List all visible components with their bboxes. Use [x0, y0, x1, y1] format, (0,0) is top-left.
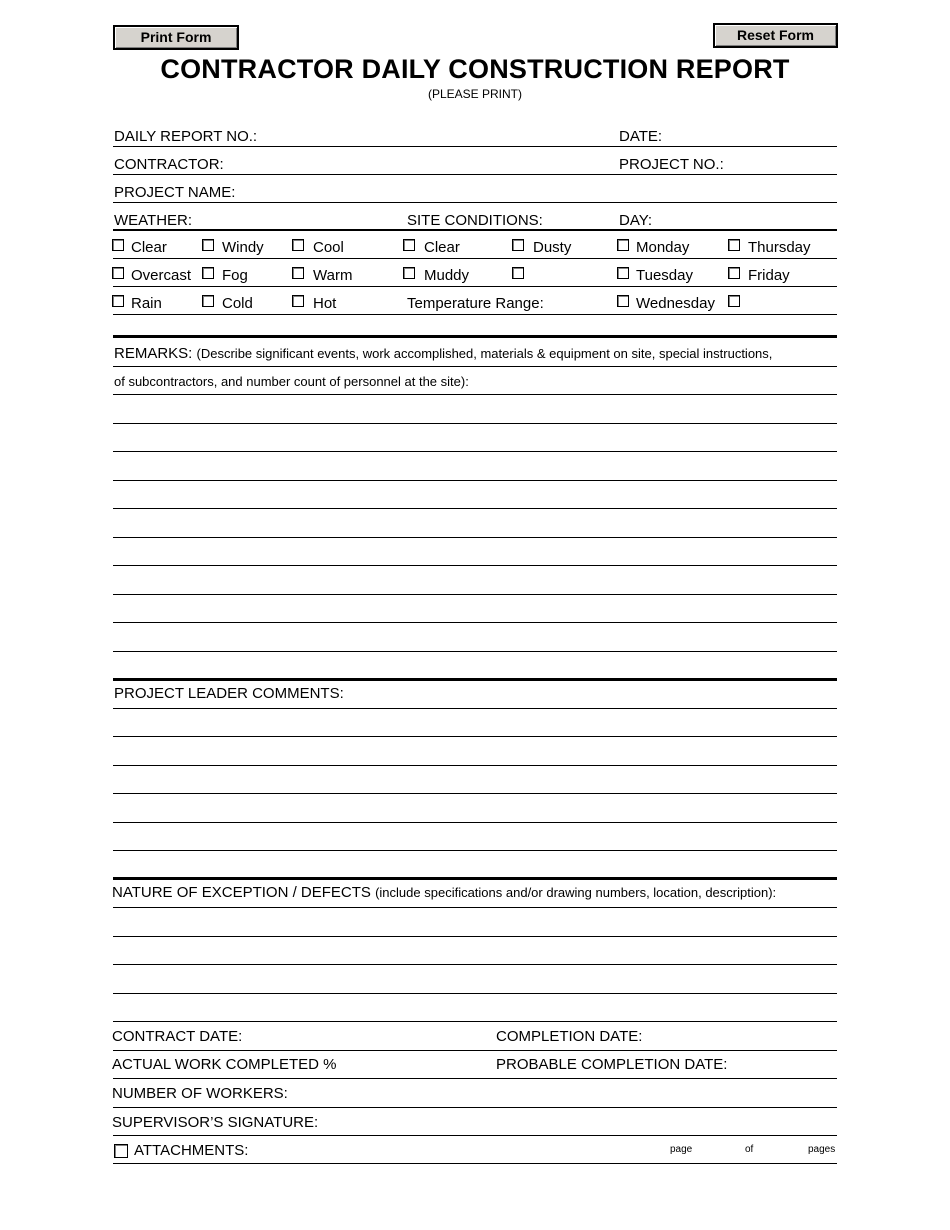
site-muddy-checkbox[interactable] [403, 267, 415, 279]
number-of-workers-label: NUMBER OF WORKERS: [112, 1085, 288, 1102]
actual-work-completed-label: ACTUAL WORK COMPLETED % [112, 1056, 337, 1073]
row-divider [113, 286, 837, 287]
day-wednesday-label: Wednesday [636, 295, 715, 312]
reset-form-button[interactable]: Reset Form [713, 23, 838, 48]
attachments-checkbox[interactable] [114, 1144, 128, 1158]
day-tuesday-label: Tuesday [636, 267, 693, 284]
exceptions-line[interactable] [113, 907, 837, 908]
day-friday-label: Friday [748, 267, 790, 284]
attachments-label: ATTACHMENTS: [134, 1142, 249, 1159]
actual-work-completed-field[interactable] [113, 1078, 837, 1079]
day-thursday-label: Thursday [748, 239, 811, 256]
weather-overcast-checkbox[interactable] [112, 267, 124, 279]
remarks-description: (Describe significant events, work accomplished, materials & equipment on site, special instructions, [196, 346, 773, 361]
weather-label: WEATHER: [114, 212, 193, 229]
page-title: CONTRACTOR DAILY CONSTRUCTION REPORT [160, 54, 790, 84]
site-muddy-label: Muddy [424, 267, 470, 284]
remarks-line[interactable] [113, 565, 837, 566]
exceptions-line[interactable] [113, 1021, 837, 1022]
site-other-checkbox[interactable] [512, 267, 524, 279]
page-subtitle: (PLEASE PRINT) [427, 87, 523, 101]
row-divider [113, 258, 837, 259]
comments-line[interactable] [113, 765, 837, 766]
page-label: page [670, 1144, 693, 1155]
weather-cool-checkbox[interactable] [292, 239, 304, 251]
comments-line[interactable] [113, 850, 837, 851]
remarks-title: REMARKS: [114, 345, 193, 362]
pages-label: pages [808, 1144, 836, 1155]
weather-rain-label: Rain [131, 295, 162, 312]
supervisor-signature-label: SUPERVISOR’S SIGNATURE: [112, 1114, 319, 1131]
site-clear-label: Clear [424, 239, 460, 256]
remarks-section-divider [113, 335, 837, 338]
exceptions-section-divider [113, 877, 837, 880]
comments-line[interactable] [113, 736, 837, 737]
weather-windy-checkbox[interactable] [202, 239, 214, 251]
exceptions-description: (include specifications and/or drawing numbers, location, description): [375, 885, 777, 900]
day-label: DAY: [619, 212, 653, 229]
weather-clear-checkbox[interactable] [112, 239, 124, 251]
completion-date-label: COMPLETION DATE: [496, 1028, 643, 1045]
weather-hot-label: Hot [313, 295, 337, 312]
temperature-range-label: Temperature Range: [407, 295, 544, 312]
weather-fog-label: Fog [222, 267, 248, 284]
site-dusty-checkbox[interactable] [512, 239, 524, 251]
weather-cool-label: Cool [313, 239, 344, 256]
weather-windy-label: Windy [222, 239, 264, 256]
comments-line[interactable] [113, 822, 837, 823]
exceptions-line[interactable] [113, 964, 837, 965]
day-friday-checkbox[interactable] [728, 267, 740, 279]
supervisor-signature-field[interactable] [113, 1135, 837, 1136]
remarks-line[interactable] [113, 537, 837, 538]
contractor-field[interactable] [113, 174, 837, 175]
of-label: of [745, 1144, 754, 1155]
project-name-label: PROJECT NAME: [114, 184, 236, 201]
weather-warm-checkbox[interactable] [292, 267, 304, 279]
weather-warm-label: Warm [313, 267, 353, 284]
print-form-button[interactable]: Print Form [113, 25, 239, 50]
weather-divider [113, 229, 837, 231]
comments-section-divider [113, 678, 837, 681]
contract-date-label: CONTRACT DATE: [112, 1028, 243, 1045]
remarks-line[interactable] [113, 594, 837, 595]
row-divider [113, 314, 837, 315]
day-monday-label: Monday [636, 239, 690, 256]
day-other-checkbox[interactable] [728, 295, 740, 307]
exceptions-line[interactable] [113, 993, 837, 994]
number-of-workers-field[interactable] [113, 1107, 837, 1108]
daily-report-no-label: DAILY REPORT NO.: [114, 128, 258, 145]
site-conditions-label: SITE CONDITIONS: [407, 212, 543, 229]
contract-date-field[interactable] [113, 1050, 837, 1051]
remarks-line[interactable] [113, 423, 837, 424]
project-leader-comments-label: PROJECT LEADER COMMENTS: [114, 685, 344, 702]
remarks-line[interactable] [113, 480, 837, 481]
day-wednesday-checkbox[interactable] [617, 295, 629, 307]
project-no-label: PROJECT NO.: [619, 156, 724, 173]
weather-cold-checkbox[interactable] [202, 295, 214, 307]
exceptions-line[interactable] [113, 936, 837, 937]
comments-line[interactable] [113, 708, 837, 709]
weather-cold-label: Cold [222, 295, 253, 312]
site-dusty-label: Dusty [533, 239, 572, 256]
remarks-line[interactable] [113, 394, 837, 395]
exceptions-label [112, 884, 776, 901]
remarks-line[interactable] [113, 366, 837, 367]
comments-line[interactable] [113, 793, 837, 794]
daily-report-no-field[interactable] [113, 146, 837, 147]
remarks-line[interactable] [113, 622, 837, 623]
weather-rain-checkbox[interactable] [112, 295, 124, 307]
day-tuesday-checkbox[interactable] [617, 267, 629, 279]
contractor-label: CONTRACTOR: [114, 156, 224, 173]
remarks-description-continued: of subcontractors, and number count of personnel at the site): [114, 374, 469, 389]
weather-hot-checkbox[interactable] [292, 295, 304, 307]
probable-completion-date-label: PROBABLE COMPLETION DATE: [496, 1056, 728, 1073]
weather-clear-label: Clear [131, 239, 167, 256]
weather-fog-checkbox[interactable] [202, 267, 214, 279]
date-label: DATE: [619, 128, 663, 145]
day-monday-checkbox[interactable] [617, 239, 629, 251]
day-thursday-checkbox[interactable] [728, 239, 740, 251]
exceptions-title: NATURE OF EXCEPTION / DEFECTS [112, 884, 371, 901]
remarks-label [114, 345, 772, 362]
site-clear-checkbox[interactable] [403, 239, 415, 251]
weather-overcast-label: Overcast [131, 267, 192, 284]
remarks-line[interactable] [113, 651, 837, 652]
project-name-field[interactable] [113, 202, 837, 203]
attachments-field[interactable] [113, 1163, 837, 1164]
remarks-line[interactable] [113, 508, 837, 509]
remarks-line[interactable] [113, 451, 837, 452]
